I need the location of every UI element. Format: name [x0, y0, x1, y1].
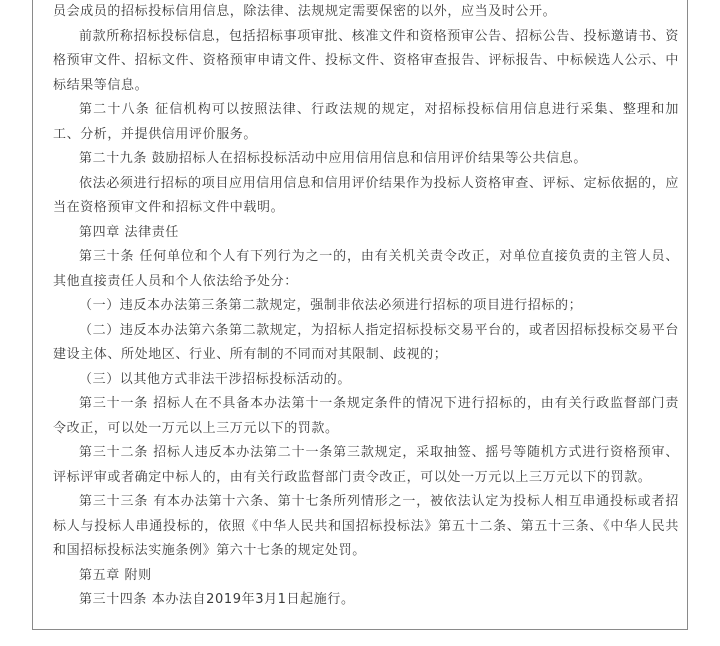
- article-28: 第二十八条 征信机构可以按照法律、行政法规的规定，对招标投标信用信息进行采集、整理和加工、分析，并提供信用评价服务。: [53, 102, 679, 142]
- chapter-4-heading: 第四章 法律责任: [79, 224, 179, 240]
- article-31: 第三十一条 招标人在不具备本办法第十一条规定条件的情况下进行招标的，由有关行政监督部门责令改正，可以处一万元以上三万元以下的罚款。: [53, 396, 679, 436]
- article-30-item-2: （二）违反本办法第六条第二款规定，为招标人指定招标投标交易平台的，或者因招标投标交易平台建设主体、所处地区、行业、所有制的不同而对其限制、歧视的；: [53, 322, 679, 362]
- article-30: 第三十条 任何单位和个人有下列行为之一的，由有关机关责令改正，对单位直接负责的主管人员、其他直接责任人员和个人依法给予处分：: [53, 249, 679, 289]
- article-30-item-3: （三）以其他方式非法干涉招标投标活动的。: [79, 371, 352, 387]
- paragraph-continuation: 员会成员的招标投标信用信息，除法律、法规规定需要保密的以外，应当及时公开。: [53, 4, 557, 19]
- article-29: 第二十九条 鼓励招标人在招标投标活动中应用信用信息和信用评价结果等公共信息。: [79, 151, 587, 166]
- article-30-item-1: （一）违反本办法第三条第二款规定，强制非依法必须进行招标的项目进行招标的；: [79, 298, 583, 313]
- paragraph-bidding-info-scope: 前款所称招标投标信息，包括招标事项审批、核准文件和资格预审公告、招标公告、投标邀请书、资格预审文件、招标文件、资格预审申请文件、投标文件、资格审查报告、评标报告、中标候选人公示、中标结果等信息。: [53, 28, 679, 93]
- article-33: 第三十三条 有本办法第十六条、第十七条所列情形之一，被依法认定为投标人相互串通投标或者招标人与投标人串通投标的，依照《中华人民共和国招标投标法》第五十二条、第五十三条、《中华人民共和国招标投标法实施条例》第六十七条的规定处罚。: [53, 494, 679, 558]
- article-32: 第三十二条 招标人违反本办法第二十一条第三款规定，采取抽签、摇号等随机方式进行资格预审、评标评审或者确定中标人的，由有关行政监督部门责令改正，可以处一万元以上三万元以下的罚款。: [53, 445, 679, 485]
- paragraph-credit-evaluation: 依法必须进行招标的项目应用信用信息和信用评价结果作为投标人资格审查、评标、定标依据的，应当在资格预审文件和招标文件中载明。: [53, 175, 679, 215]
- document-body: [53, 0, 679, 613]
- article-34: 第三十四条 本办法自2019年3月1日起施行。: [79, 592, 355, 607]
- document-page: [32, 0, 688, 630]
- chapter-5-heading: 第五章 附则: [79, 567, 152, 583]
